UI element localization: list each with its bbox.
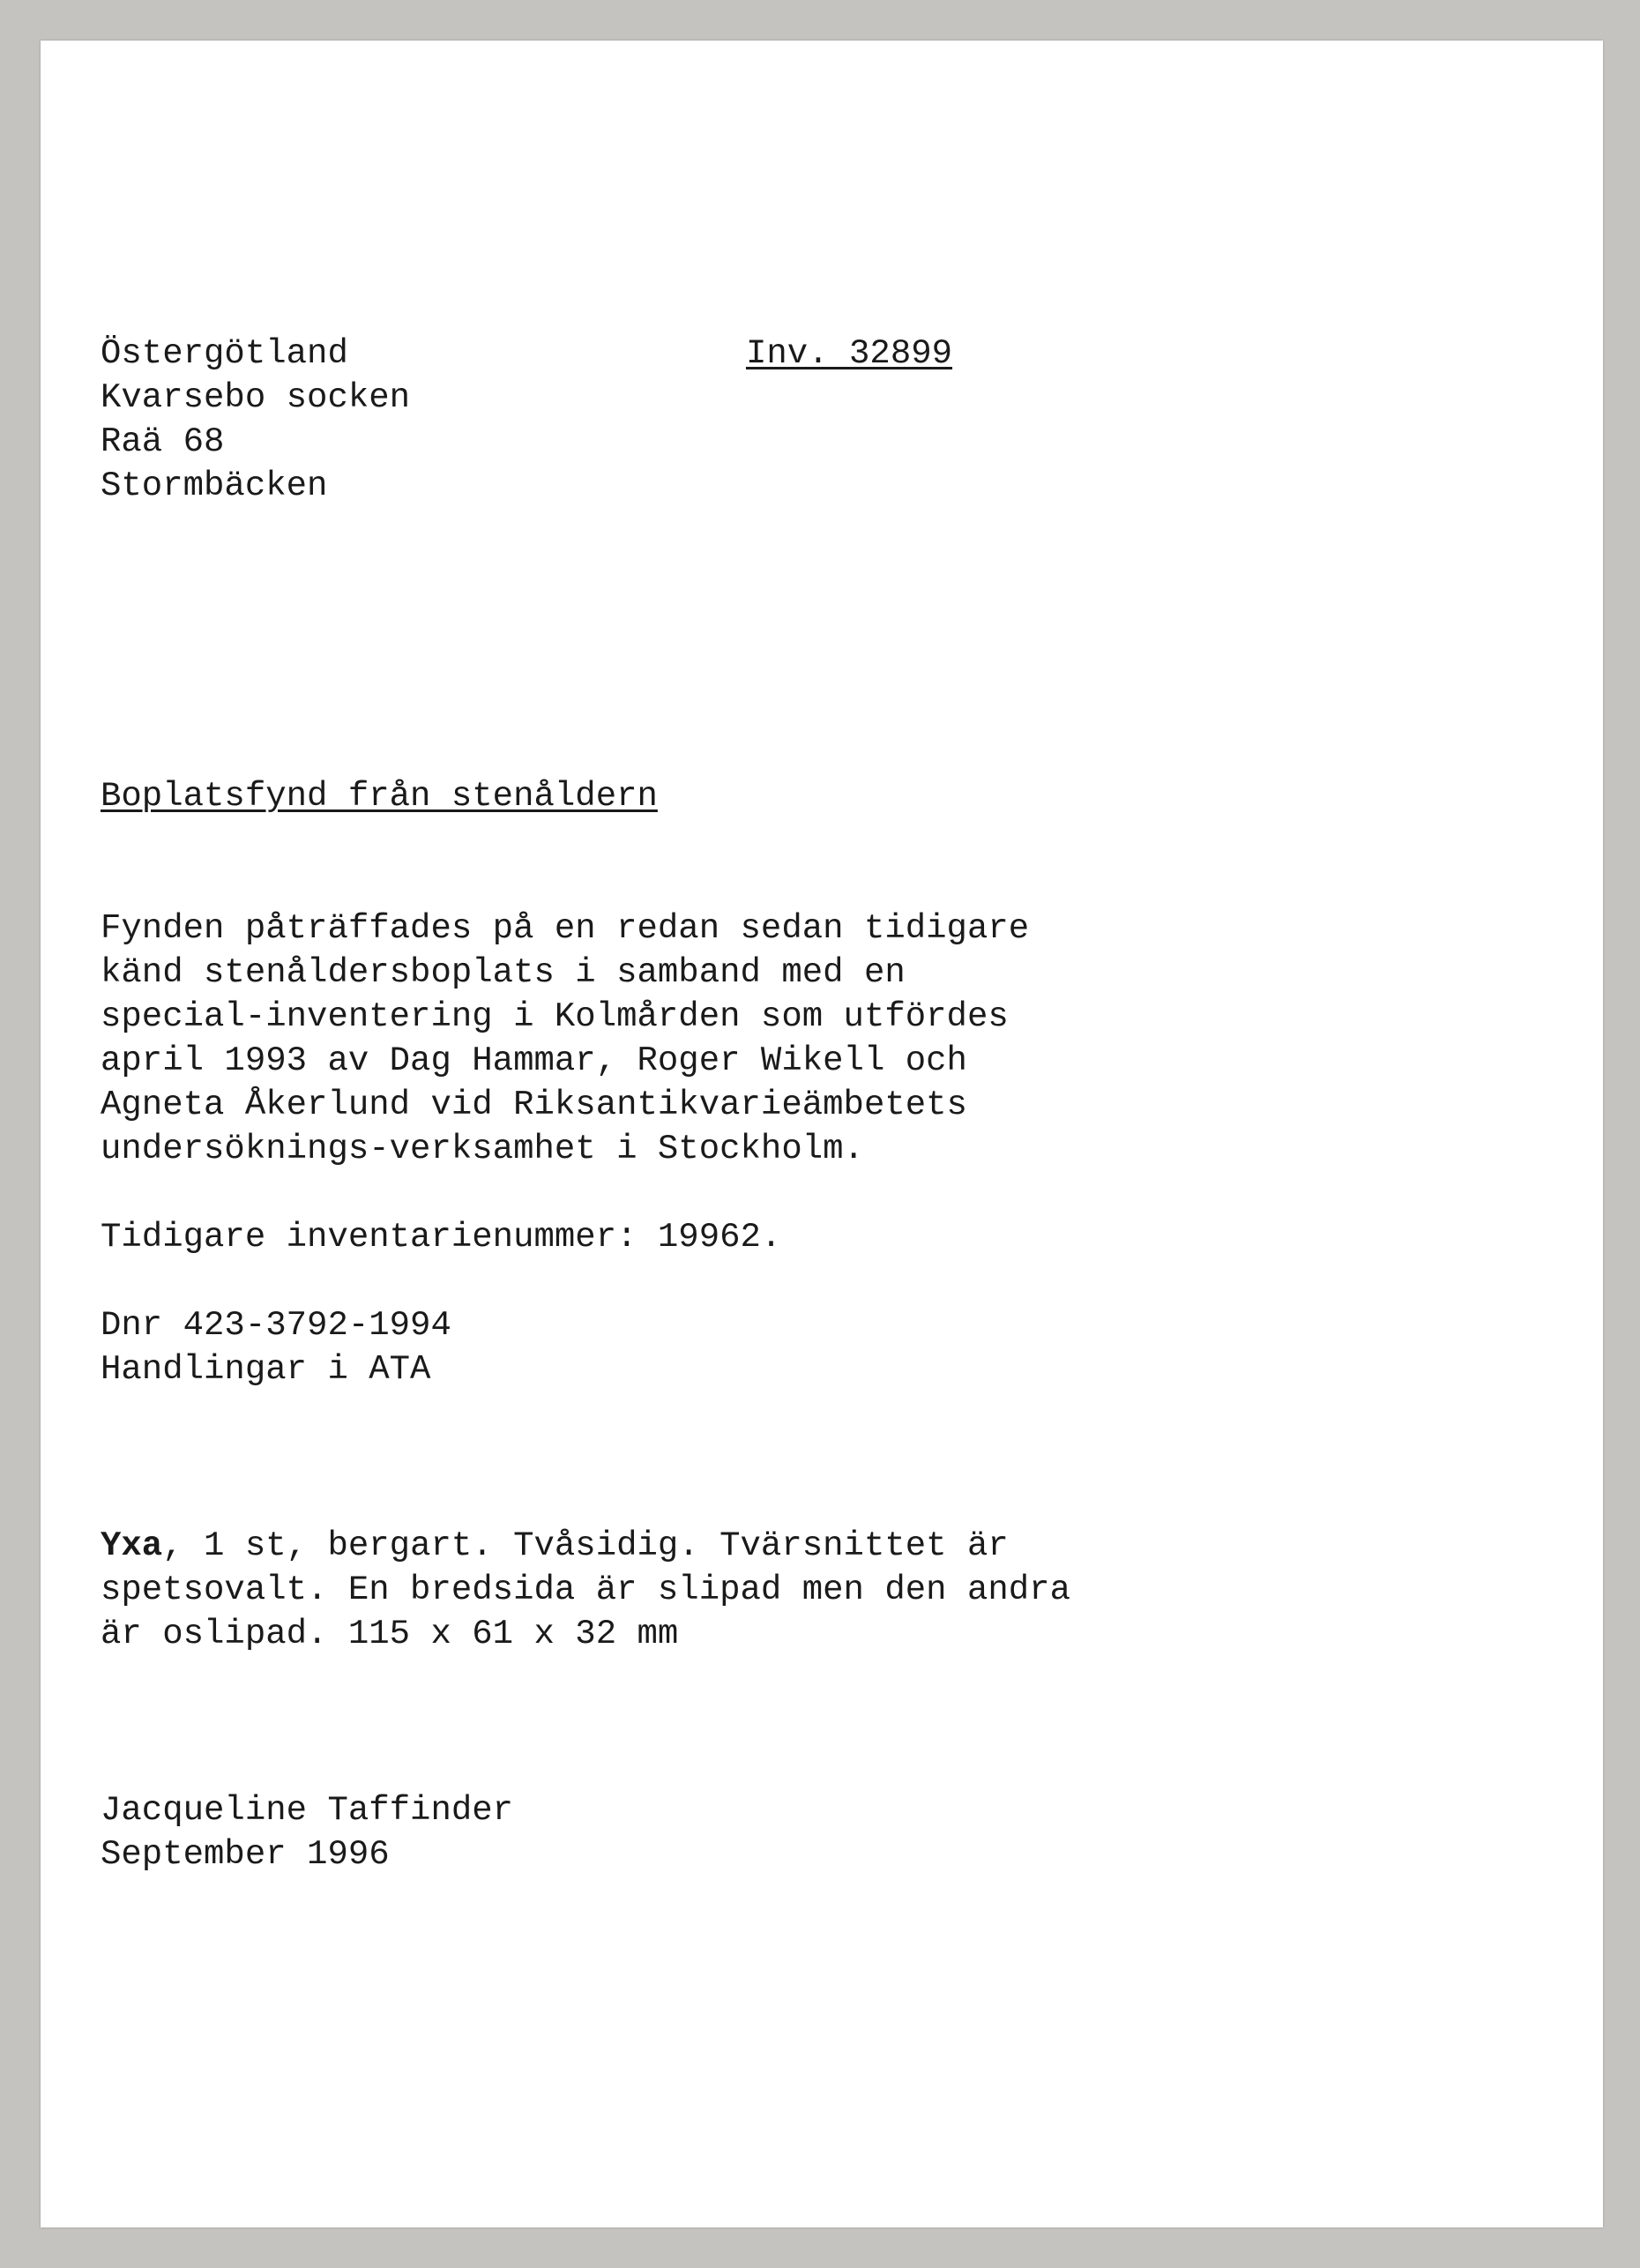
description-line: Agneta Åkerlund vid Riksantikvarieämbetets [101,1086,967,1124]
author-name: Jacqueline Taffinder [101,1791,514,1830]
document-title: Boplatsfynd från stenåldern [101,777,658,816]
raa-number: Raä 68 [101,422,225,461]
find-description: , 1 st, bergart. Tvåsidig. Tvärsnittet är [162,1526,1009,1565]
document-sheet [41,41,1603,2227]
description-line: april 1993 av Dag Hammar, Roger Wikell och [101,1041,967,1080]
description-line: känd stenåldersboplats i samband med en [101,953,906,992]
find-name: Yxa [101,1526,163,1565]
description-line: special-inventering i Kolmården som utfördes [101,997,1009,1036]
place-name: Stormbäcken [101,466,328,505]
dnr-number: Dnr 423-3792-1994 [101,1306,451,1345]
find-line-2: spetsovalt. En bredsida är slipad men den andra [101,1570,1070,1609]
archive-reference: Handlingar i ATA [101,1350,431,1389]
find-line-1 [101,1524,1009,1568]
description-line: undersöknings-verksamhet i Stockholm. [101,1130,864,1168]
description-line: Fynden påträffades på en redan sedan tidigare [101,909,1030,948]
previous-inventory: Tidigare inventarienummer: 19962. [101,1218,782,1257]
parish: Kvarsebo socken [101,378,411,417]
province: Östergötland [101,334,348,373]
inventory-number: Inv. 32899 [746,334,953,373]
document-date: September 1996 [101,1835,390,1874]
find-line-3: är oslipad. 115 x 61 x 32 mm [101,1615,679,1653]
